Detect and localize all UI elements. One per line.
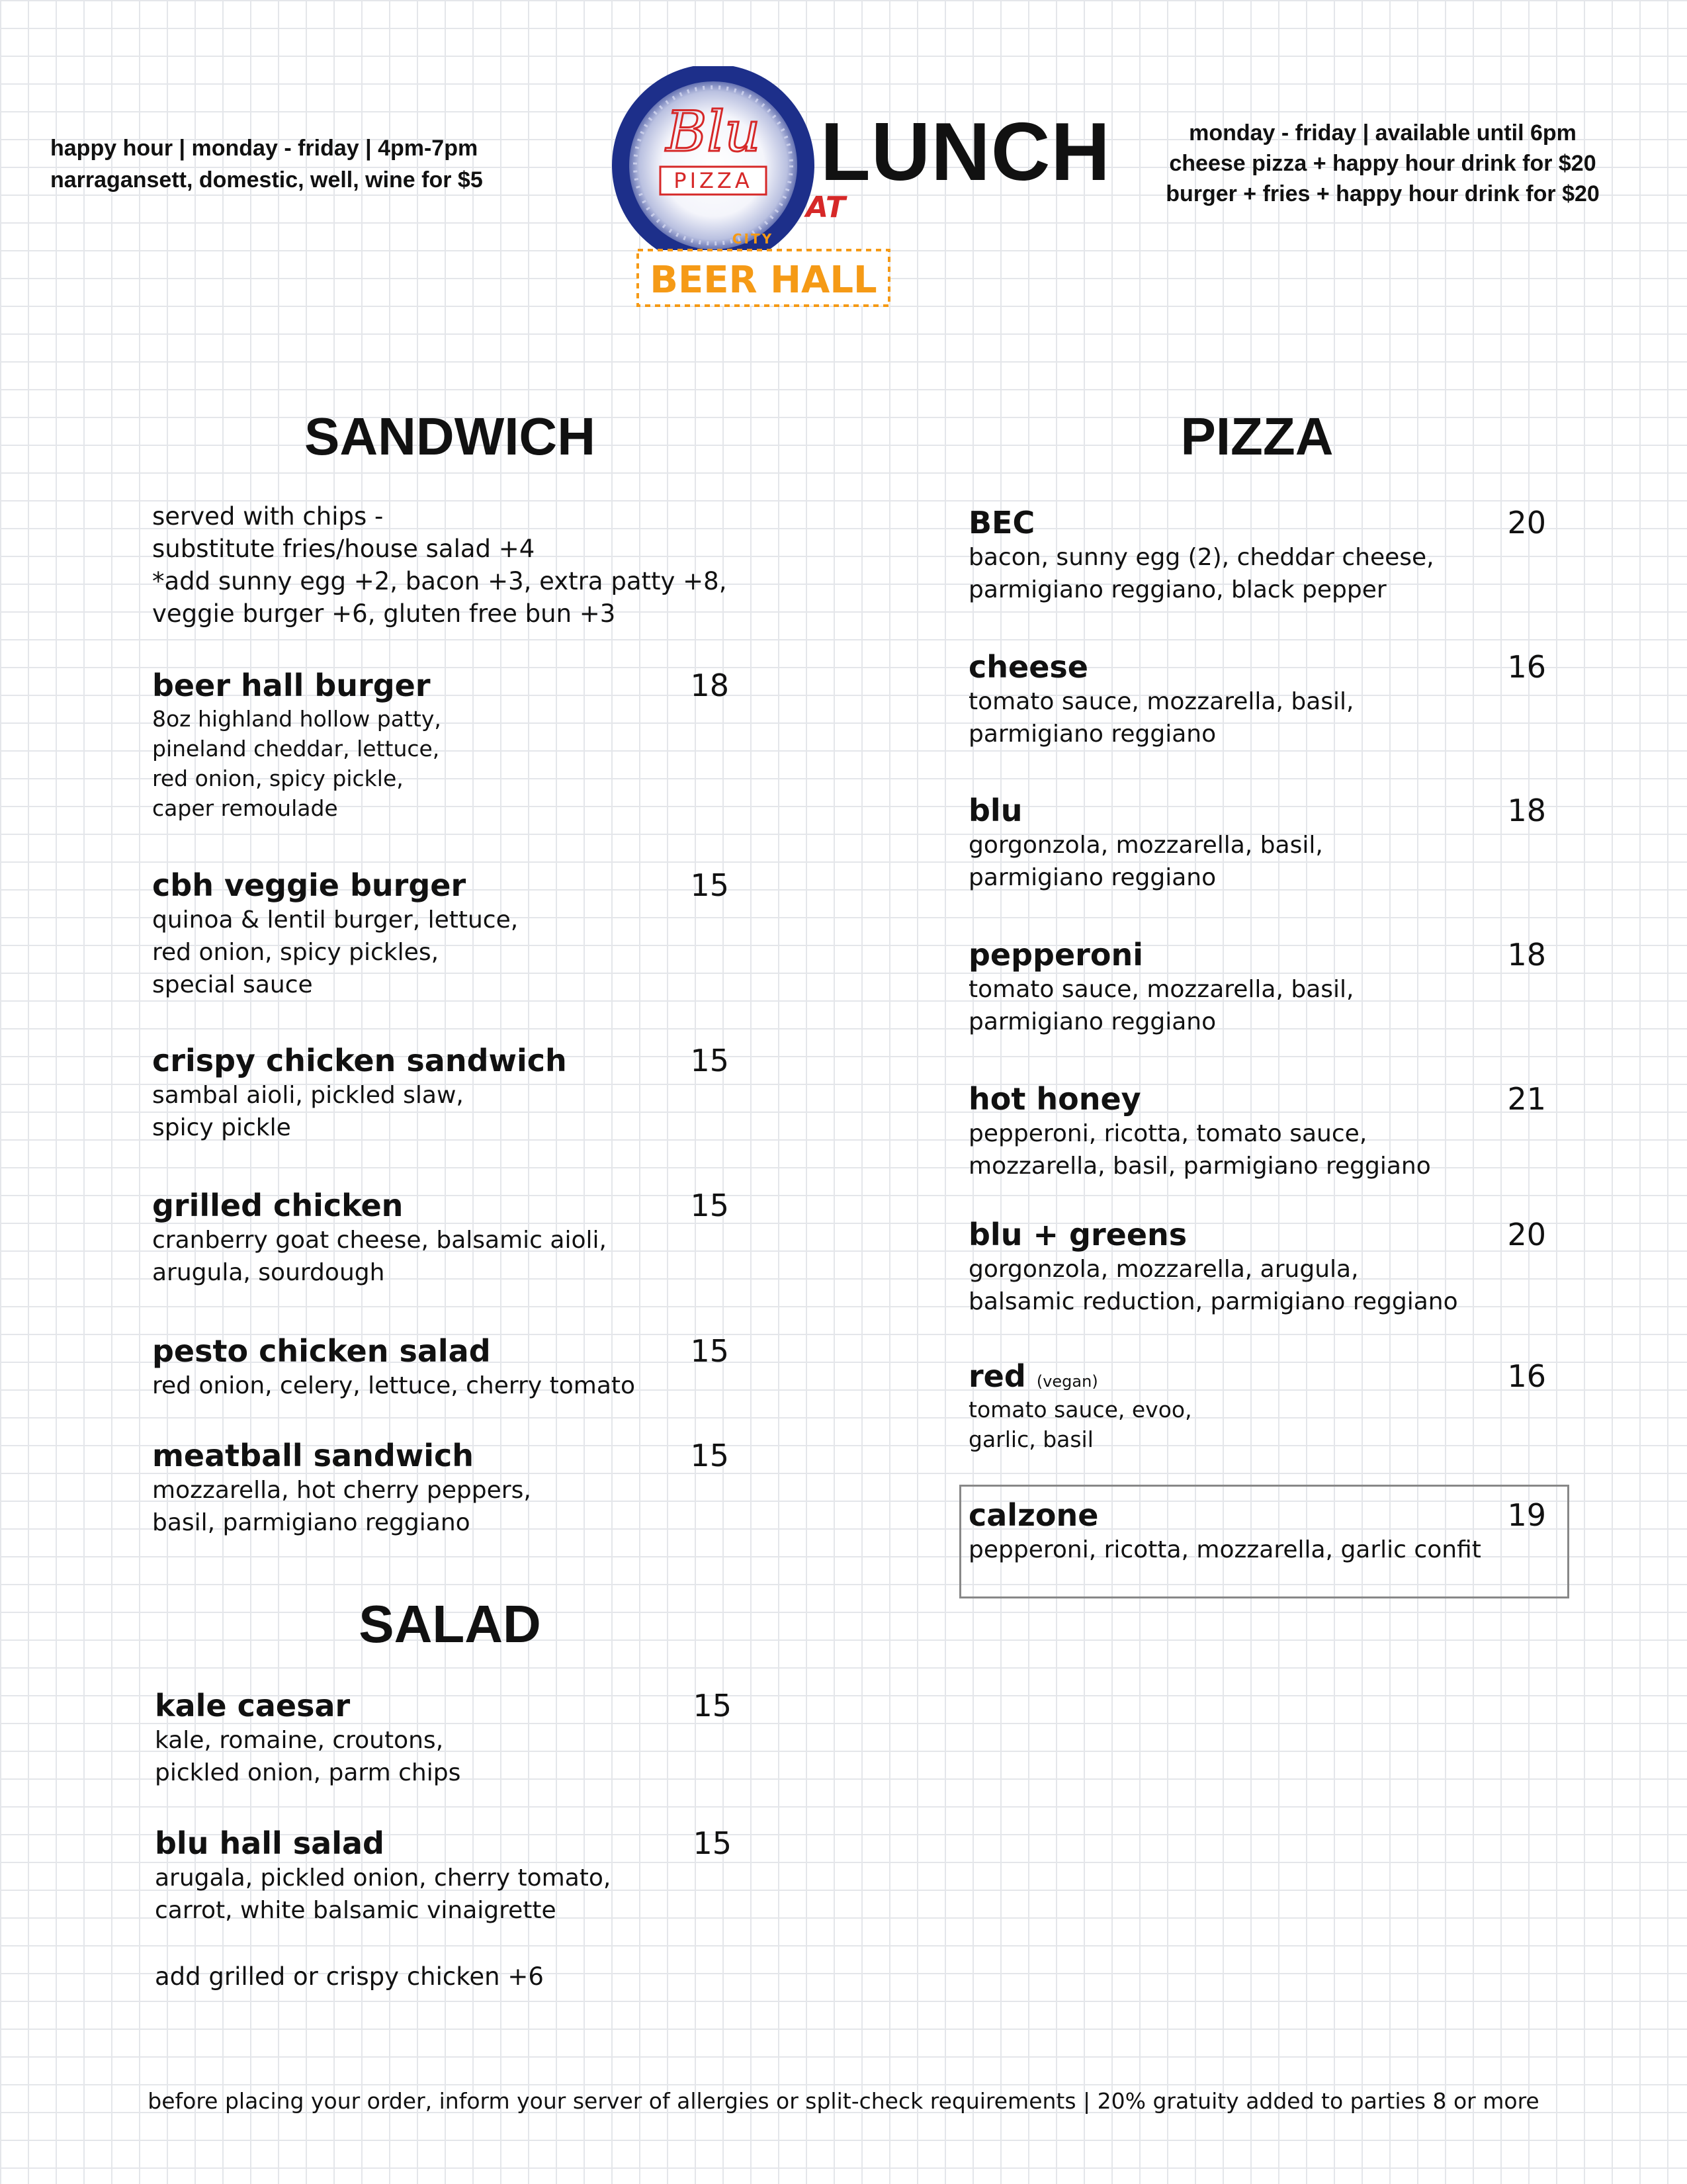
logo-pizza-text: PIZZA [673,168,753,193]
item-description [152,904,729,1001]
menu-item-cheese [969,648,1546,750]
note-line: *add sunny egg +2, bacon +3, extra patty +8, [152,567,727,595]
sandwich-note [152,500,726,630]
logo-beer-hall-text: BEER HALL [650,259,877,302]
item-name: meatball sandwich [152,1438,474,1473]
description-line: red onion, spicy pickles, [152,939,439,966]
item-name: calzone [969,1497,1099,1533]
logo-at-text: AT [806,191,845,224]
footer-notice: before placing your order, inform your server of allergies or split-check requirements | 20% gratuity added to parties 8 or more [148,2088,1539,2114]
description-line: pepperoni, ricotta, mozzarella, garlic confit [969,1536,1481,1563]
menu-item-grilled-chicken [152,1187,729,1289]
item-price: 15 [690,1043,729,1078]
item-price: 18 [1507,937,1546,973]
item-price: 15 [690,1188,729,1223]
menu-item-cbh-veggie-burger [152,867,729,1001]
description-line: tomato sauce, evoo, [969,1397,1192,1422]
item-price: 21 [1507,1081,1546,1117]
menu-item-blu [969,792,1546,894]
item-name: blu hall salad [155,1825,384,1861]
item-name-text: red [969,1358,1026,1394]
description-line: basil, parmigiano reggiano [152,1509,470,1536]
item-price: 18 [690,668,729,703]
item-name: hot honey [969,1081,1141,1117]
description-line: parmigiano reggiano [969,864,1217,891]
item-name: grilled chicken [152,1188,404,1223]
happy-hour-line: happy hour | monday - friday | 4pm-7pm [50,136,478,161]
menu-item-blu-greens [969,1216,1546,1318]
item-price: 15 [693,1688,732,1724]
item-name: blu + greens [969,1217,1188,1252]
item-description [152,1079,729,1144]
description-line: tomato sauce, mozzarella, basil, [969,976,1354,1003]
item-description [969,541,1546,606]
item-name: beer hall burger [152,668,431,703]
item-price: 18 [1507,793,1546,828]
item-description [152,1224,729,1289]
item-name [969,1358,1098,1394]
description-line: gorgonzola, mozzarella, arugula, [969,1256,1359,1283]
menu-item-kale-caesar [155,1687,732,1789]
description-line: caper remoulade [152,795,338,821]
note-line: veggie burger +6, gluten free bun +3 [152,599,616,628]
description-line: 8oz highland hollow patty, [152,706,441,732]
item-description [155,1862,732,1927]
deal-line: monday - friday | available until 6pm [1189,120,1577,146]
description-line: arugala, pickled onion, cherry tomato, [155,1864,611,1892]
description-line: kale, romaine, croutons, [155,1727,444,1754]
description-line: garlic, basil [969,1426,1094,1452]
description-line: sambal aioli, pickled slaw, [152,1082,464,1109]
description-line: bacon, sunny egg (2), cheddar cheese, [969,544,1434,571]
item-description [969,829,1546,894]
item-price: 20 [1507,1217,1546,1252]
menu-item-hot-honey [969,1080,1546,1182]
description-line: carrot, white balsamic vinaigrette [155,1897,556,1924]
description-line: gorgonzola, mozzarella, basil, [969,832,1323,859]
page-title: LUNCH [820,107,1111,198]
item-description [969,1534,1546,1566]
item-description [155,1724,732,1789]
description-line: spicy pickle [152,1114,291,1141]
item-price: 19 [1507,1497,1546,1533]
menu-item-calzone [969,1497,1546,1566]
salad-addon-note: add grilled or crispy chicken +6 [155,1962,544,1991]
item-description [969,1117,1546,1182]
sandwich-section-title: SANDWICH [304,407,595,466]
note-line: served with chips - [152,502,384,531]
item-description [969,973,1546,1038]
item-price: 20 [1507,505,1546,541]
description-line: parmigiano reggiano, black pepper [969,576,1387,603]
menu-item-red-vegan [969,1358,1546,1454]
description-line: mozzarella, hot cherry peppers, [152,1477,531,1504]
item-description [969,1253,1546,1318]
description-line: parmigiano reggiano [969,1008,1217,1035]
item-name: cbh veggie burger [152,867,466,903]
description-line: arugula, sourdough [152,1259,385,1286]
happy-hour-info [50,132,483,196]
item-name: crispy chicken sandwich [152,1043,567,1078]
menu-item-pesto-chicken-salad [152,1332,729,1402]
lunch-deals [1125,118,1641,209]
menu-item-meatball-sandwich [152,1437,729,1539]
description-line: balsamic reduction, parmigiano reggiano [969,1288,1458,1315]
description-line: tomato sauce, mozzarella, basil, [969,688,1354,715]
vegan-tag: (vegan) [1036,1372,1098,1391]
item-description [969,685,1546,750]
description-line: quinoa & lentil burger, lettuce, [152,906,519,934]
menu-item-blu-hall-salad [155,1825,732,1927]
description-line: pineland cheddar, lettuce, [152,736,440,762]
pizza-section-title: PIZZA [1180,407,1334,466]
description-line: cranberry goat cheese, balsamic aioli, [152,1227,607,1254]
note-line: substitute fries/house salad +4 [152,535,535,563]
description-line: pepperoni, ricotta, tomato sauce, [969,1120,1367,1147]
description-line: special sauce [152,971,313,998]
menu-item-beer-hall-burger [152,667,729,823]
item-name: blu [969,793,1023,828]
logo-city-text: CITY [732,231,774,247]
item-description [152,1474,729,1539]
menu-item-bec [969,504,1546,606]
description-line: red onion, celery, lettuce, cherry tomato [152,1372,636,1399]
item-price: 15 [690,1438,729,1473]
deal-line: burger + fries + happy hour drink for $20 [1166,181,1600,206]
item-price: 15 [690,1333,729,1369]
salad-section-title: SALAD [359,1594,541,1653]
description-line: red onion, spicy pickle, [152,765,404,791]
item-name: kale caesar [155,1688,351,1724]
description-line: parmigiano reggiano [969,721,1217,748]
item-price: 16 [1507,1358,1546,1394]
menu-item-crispy-chicken-sandwich [152,1042,729,1144]
logo-script-text: Blu [666,99,761,164]
description-line: pickled onion, parm chips [155,1759,461,1786]
item-name: BEC [969,505,1035,541]
item-price: 15 [690,867,729,903]
item-description [152,704,729,823]
happy-hour-line: narragansett, domestic, well, wine for $5 [50,167,483,193]
item-price: 15 [693,1825,732,1861]
item-description [152,1370,729,1402]
item-name: pesto chicken salad [152,1333,491,1369]
item-description [969,1395,1546,1454]
item-price: 16 [1507,649,1546,685]
item-name: pepperoni [969,937,1143,973]
description-line: mozzarella, basil, parmigiano reggiano [969,1153,1431,1180]
menu-item-pepperoni [969,936,1546,1038]
deal-line: cheese pizza + happy hour drink for $20 [1169,151,1596,176]
item-name: cheese [969,649,1088,685]
